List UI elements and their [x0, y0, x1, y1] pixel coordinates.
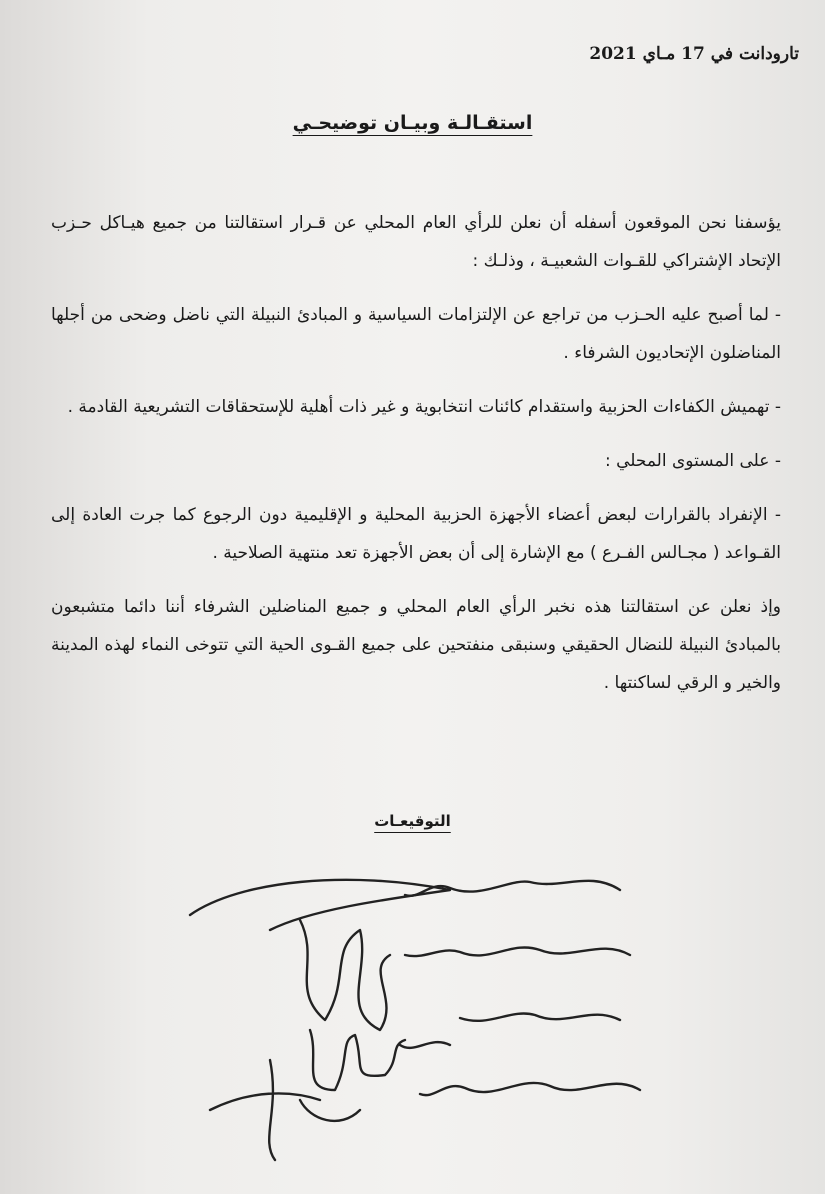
document-title: استقـالـة وبيـان توضيحـي	[292, 112, 533, 134]
closing-paragraph: وإذ نعلن عن استقالتنا هذه نخبر الرأي العام المحلي و جميع المناضلين الشرفاء أننا دائما متشبعون بالمبادئ النبيلة للنضال الحقيقي وسنبقى منفتحين على جميع القـوى الحية التي تتوخى النماء لهذه المدينة والخير و الرقي لساكنتها .	[51, 597, 781, 693]
reason-paragraph: - تهميش الكفاءات الحزبية واستقدام كائنات انتخابوية و غير ذات أهلية للإستحقاقات التشريعية القادمة .	[67, 397, 781, 417]
signature-scribble	[310, 1030, 405, 1090]
reason-paragraph: - لما أصبح عليه الحـزب من تراجع عن الإلتزامات السياسية و المبادئ النبيلة التي ناضل وضحى من أجلها المناضلون الإتحاديون الشرفاء .	[51, 305, 781, 363]
signature-scribble	[210, 1060, 360, 1160]
intro-paragraph: يؤسفنا نحن الموقعون أسفله أن نعلن للرأي العام المحلي عن قـرار استقالتنا من جميع هيـاكل حـزب الإتحاد الإشتراكي للقـوات الشعبيـة ، وذلـك :	[51, 213, 781, 271]
handwritten-name	[405, 947, 630, 956]
signatures-label: التوقيعـات	[374, 812, 451, 830]
signature-scribble	[300, 920, 390, 1030]
signature-scribble	[190, 880, 450, 930]
handwritten-signatures	[150, 860, 670, 1180]
handwritten-name	[400, 1013, 620, 1047]
document-body	[51, 204, 781, 718]
reason-paragraph: - الإنفراد بالقرارات لبعض أعضاء الأجهزة الحزبية المحلية و الإقليمية دون الرجوع كما جرت العادة إلى القـواعد ( مجـالس الفـرع ) مع الإشارة إلى أن بعض الأجهزة تعد منتهية الصلاحية .	[51, 505, 781, 563]
handwritten-name	[420, 1083, 640, 1095]
document-date: تارودانت في 17 مـاي 2021	[589, 44, 799, 64]
local-level-heading: - على المستوى المحلي :	[604, 451, 781, 471]
